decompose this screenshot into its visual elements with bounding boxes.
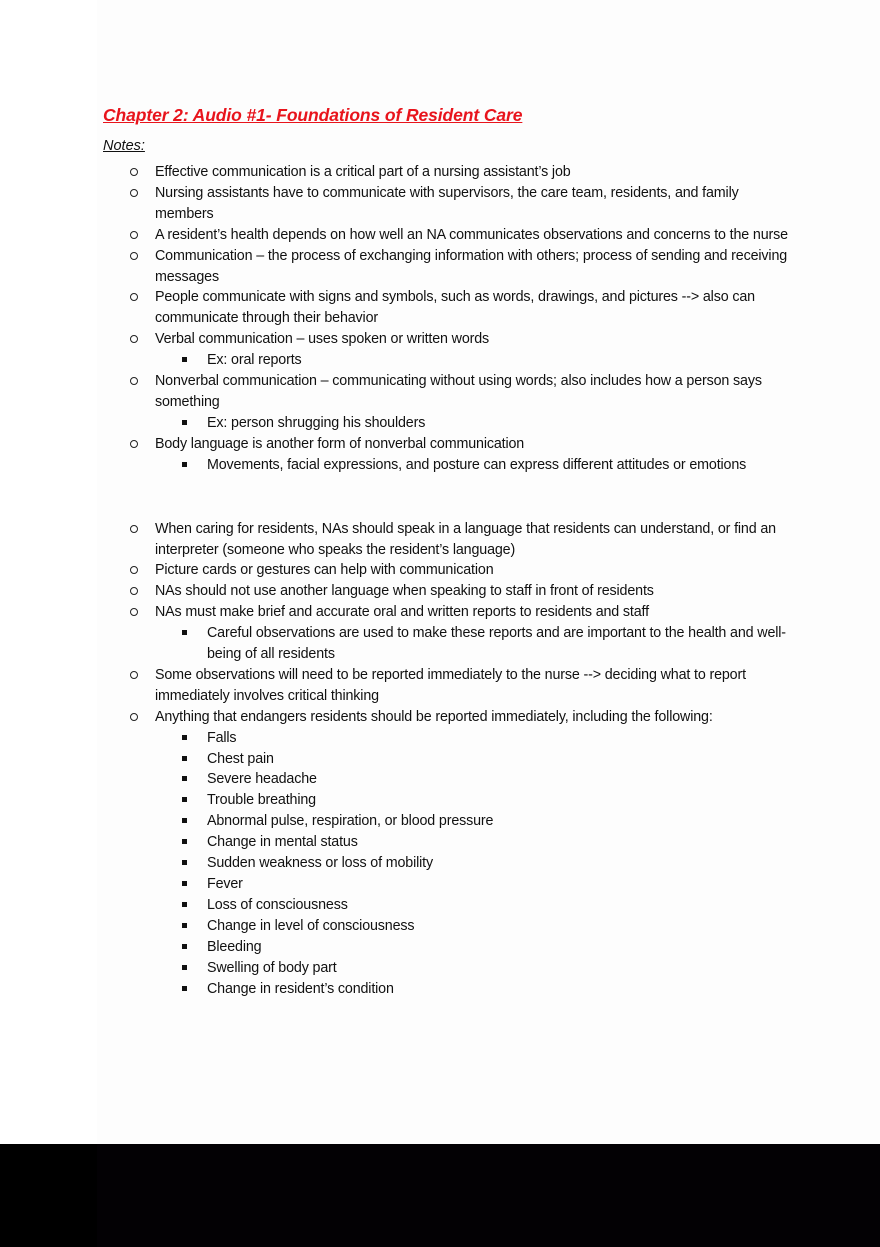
list-item-text: Effective communication is a critical part of a nursing assistant’s job	[155, 164, 571, 180]
list-item	[103, 665, 793, 707]
sub-list-item-text: Trouble breathing	[207, 792, 316, 809]
circle-bullet-icon	[130, 566, 138, 574]
sub-list-item	[155, 769, 793, 790]
square-bullet-icon	[182, 944, 187, 949]
list-item-text: Nursing assistants have to communicate with supervisors, the care team, residents, and family members	[155, 184, 739, 222]
circle-bullet-icon	[130, 231, 138, 239]
document-title: Chapter 2: Audio #1- Foundations of Resident Care	[103, 105, 523, 125]
sub-list-item-text: Sudden weakness or loss of mobility	[207, 855, 433, 872]
list-item-text: Some observations will need to be reported immediately to the nurse --> deciding what to report immediately involves critical thinking	[155, 666, 746, 704]
list-item	[103, 225, 793, 246]
sub-list-item	[155, 916, 793, 937]
sub-list	[103, 413, 793, 434]
sub-list-item-text: Change in resident’s condition	[207, 980, 394, 997]
notes-list-section-2	[103, 519, 793, 1000]
sub-list-item	[155, 790, 793, 811]
list-item-text: Communication – the process of exchanging information with others; process of sending and receiving messages	[155, 247, 788, 285]
circle-bullet-icon	[130, 377, 138, 385]
square-bullet-icon	[182, 923, 187, 928]
sub-list-item-text: Fever	[207, 876, 243, 892]
list-item-text: When caring for residents, NAs should speak in a language that residents can understand, or find an interpreter (someone who speaks the resident’s language)	[155, 520, 776, 558]
circle-bullet-icon	[130, 293, 138, 301]
sub-list-item-text: Careful observations are used to make these reports and are important to the health and well-being of all residents	[207, 625, 786, 663]
sub-list	[103, 728, 793, 1000]
list-item	[103, 246, 793, 288]
sub-list-item	[155, 979, 793, 1000]
sub-list-item-text: Change in mental status	[207, 834, 358, 851]
square-bullet-icon	[182, 630, 187, 635]
circle-bullet-icon	[130, 252, 138, 260]
square-bullet-icon	[182, 986, 187, 991]
black-band	[0, 1144, 880, 1247]
circle-bullet-icon	[130, 671, 138, 679]
list-item	[103, 371, 793, 434]
sub-list-item	[155, 832, 793, 853]
sub-list-item	[155, 811, 793, 832]
circle-bullet-icon	[130, 168, 138, 176]
sub-list	[103, 623, 793, 665]
sub-list-item-text: Bleeding	[207, 938, 262, 955]
circle-bullet-icon	[130, 587, 138, 595]
square-bullet-icon	[182, 881, 187, 886]
list-item	[103, 519, 793, 561]
document-content	[103, 102, 793, 999]
square-bullet-icon	[182, 462, 187, 467]
square-bullet-icon	[182, 797, 187, 802]
sub-list-item	[155, 350, 793, 371]
sub-list-item	[155, 455, 793, 476]
list-item-text: A resident’s health depends on how well an NA communicates observations and concerns to the nurse	[155, 226, 788, 243]
sub-list-item-text: Severe headache	[207, 771, 317, 788]
list-item	[103, 581, 793, 602]
sub-list-item	[155, 895, 793, 916]
notes-list-section-1	[103, 162, 793, 476]
circle-bullet-icon	[130, 335, 138, 343]
list-item-text: Picture cards or gestures can help with communication	[155, 562, 494, 579]
square-bullet-icon	[182, 965, 187, 970]
list-item	[103, 560, 793, 581]
sub-list-item-text: Loss of consciousness	[207, 896, 348, 913]
circle-bullet-icon	[130, 713, 138, 721]
sub-list-item	[155, 853, 793, 874]
sub-list-item	[155, 749, 793, 770]
sub-list	[103, 350, 793, 371]
square-bullet-icon	[182, 735, 187, 740]
list-item-text: NAs must make brief and accurate oral and written reports to residents and staff	[155, 604, 649, 621]
list-item-text: People communicate with signs and symbols, such as words, drawings, and pictures --> also can communicate through their behavior	[155, 289, 755, 327]
list-item	[103, 434, 793, 476]
circle-bullet-icon	[130, 189, 138, 197]
sub-list-item-text: Falls	[207, 729, 237, 746]
sub-list-item-text: Ex: oral reports	[207, 352, 302, 369]
sub-list-item	[155, 728, 793, 749]
square-bullet-icon	[182, 860, 187, 865]
square-bullet-icon	[182, 756, 187, 761]
square-bullet-icon	[182, 902, 187, 907]
circle-bullet-icon	[130, 608, 138, 616]
black-band-left	[0, 1144, 97, 1247]
sub-list-item-text: Abnormal pulse, respiration, or blood pressure	[207, 813, 494, 830]
list-item	[103, 183, 793, 225]
notes-label: Notes:	[103, 138, 145, 154]
sub-list-item	[155, 958, 793, 979]
sub-list-item-text: Ex: person shrugging his shoulders	[207, 414, 426, 431]
square-bullet-icon	[182, 818, 187, 823]
sub-list-item	[155, 623, 793, 665]
list-item-text: Verbal communication – uses spoken or written words	[155, 331, 490, 348]
list-item-text: NAs should not use another language when speaking to staff in front of residents	[155, 583, 654, 600]
square-bullet-icon	[182, 420, 187, 425]
sub-list-item-text: Chest pain	[207, 750, 274, 767]
list-item	[103, 707, 793, 1000]
square-bullet-icon	[182, 357, 187, 362]
sub-list-item-text: Swelling of body part	[207, 959, 337, 976]
list-item	[103, 287, 793, 329]
sub-list-item	[155, 413, 793, 434]
list-item-text: Body language is another form of nonverbal communication	[155, 435, 525, 452]
square-bullet-icon	[182, 839, 187, 844]
circle-bullet-icon	[130, 525, 138, 533]
circle-bullet-icon	[130, 440, 138, 448]
list-item	[103, 602, 793, 665]
sub-list-item	[155, 937, 793, 958]
sub-list-item-text: Change in level of consciousness	[207, 917, 415, 934]
blank-paragraph	[103, 476, 793, 519]
sub-list-item	[155, 874, 793, 895]
sub-list	[103, 455, 793, 476]
list-item	[103, 329, 793, 371]
list-item-text: Anything that endangers residents should be reported immediately, including the following:	[155, 708, 713, 725]
square-bullet-icon	[182, 776, 187, 781]
list-item-text: Nonverbal communication – communicating without using words; also includes how a person says something	[155, 373, 762, 410]
list-item	[103, 162, 793, 183]
sub-list-item-text: Movements, facial expressions, and posture can express different attitudes or emotions	[207, 456, 747, 473]
